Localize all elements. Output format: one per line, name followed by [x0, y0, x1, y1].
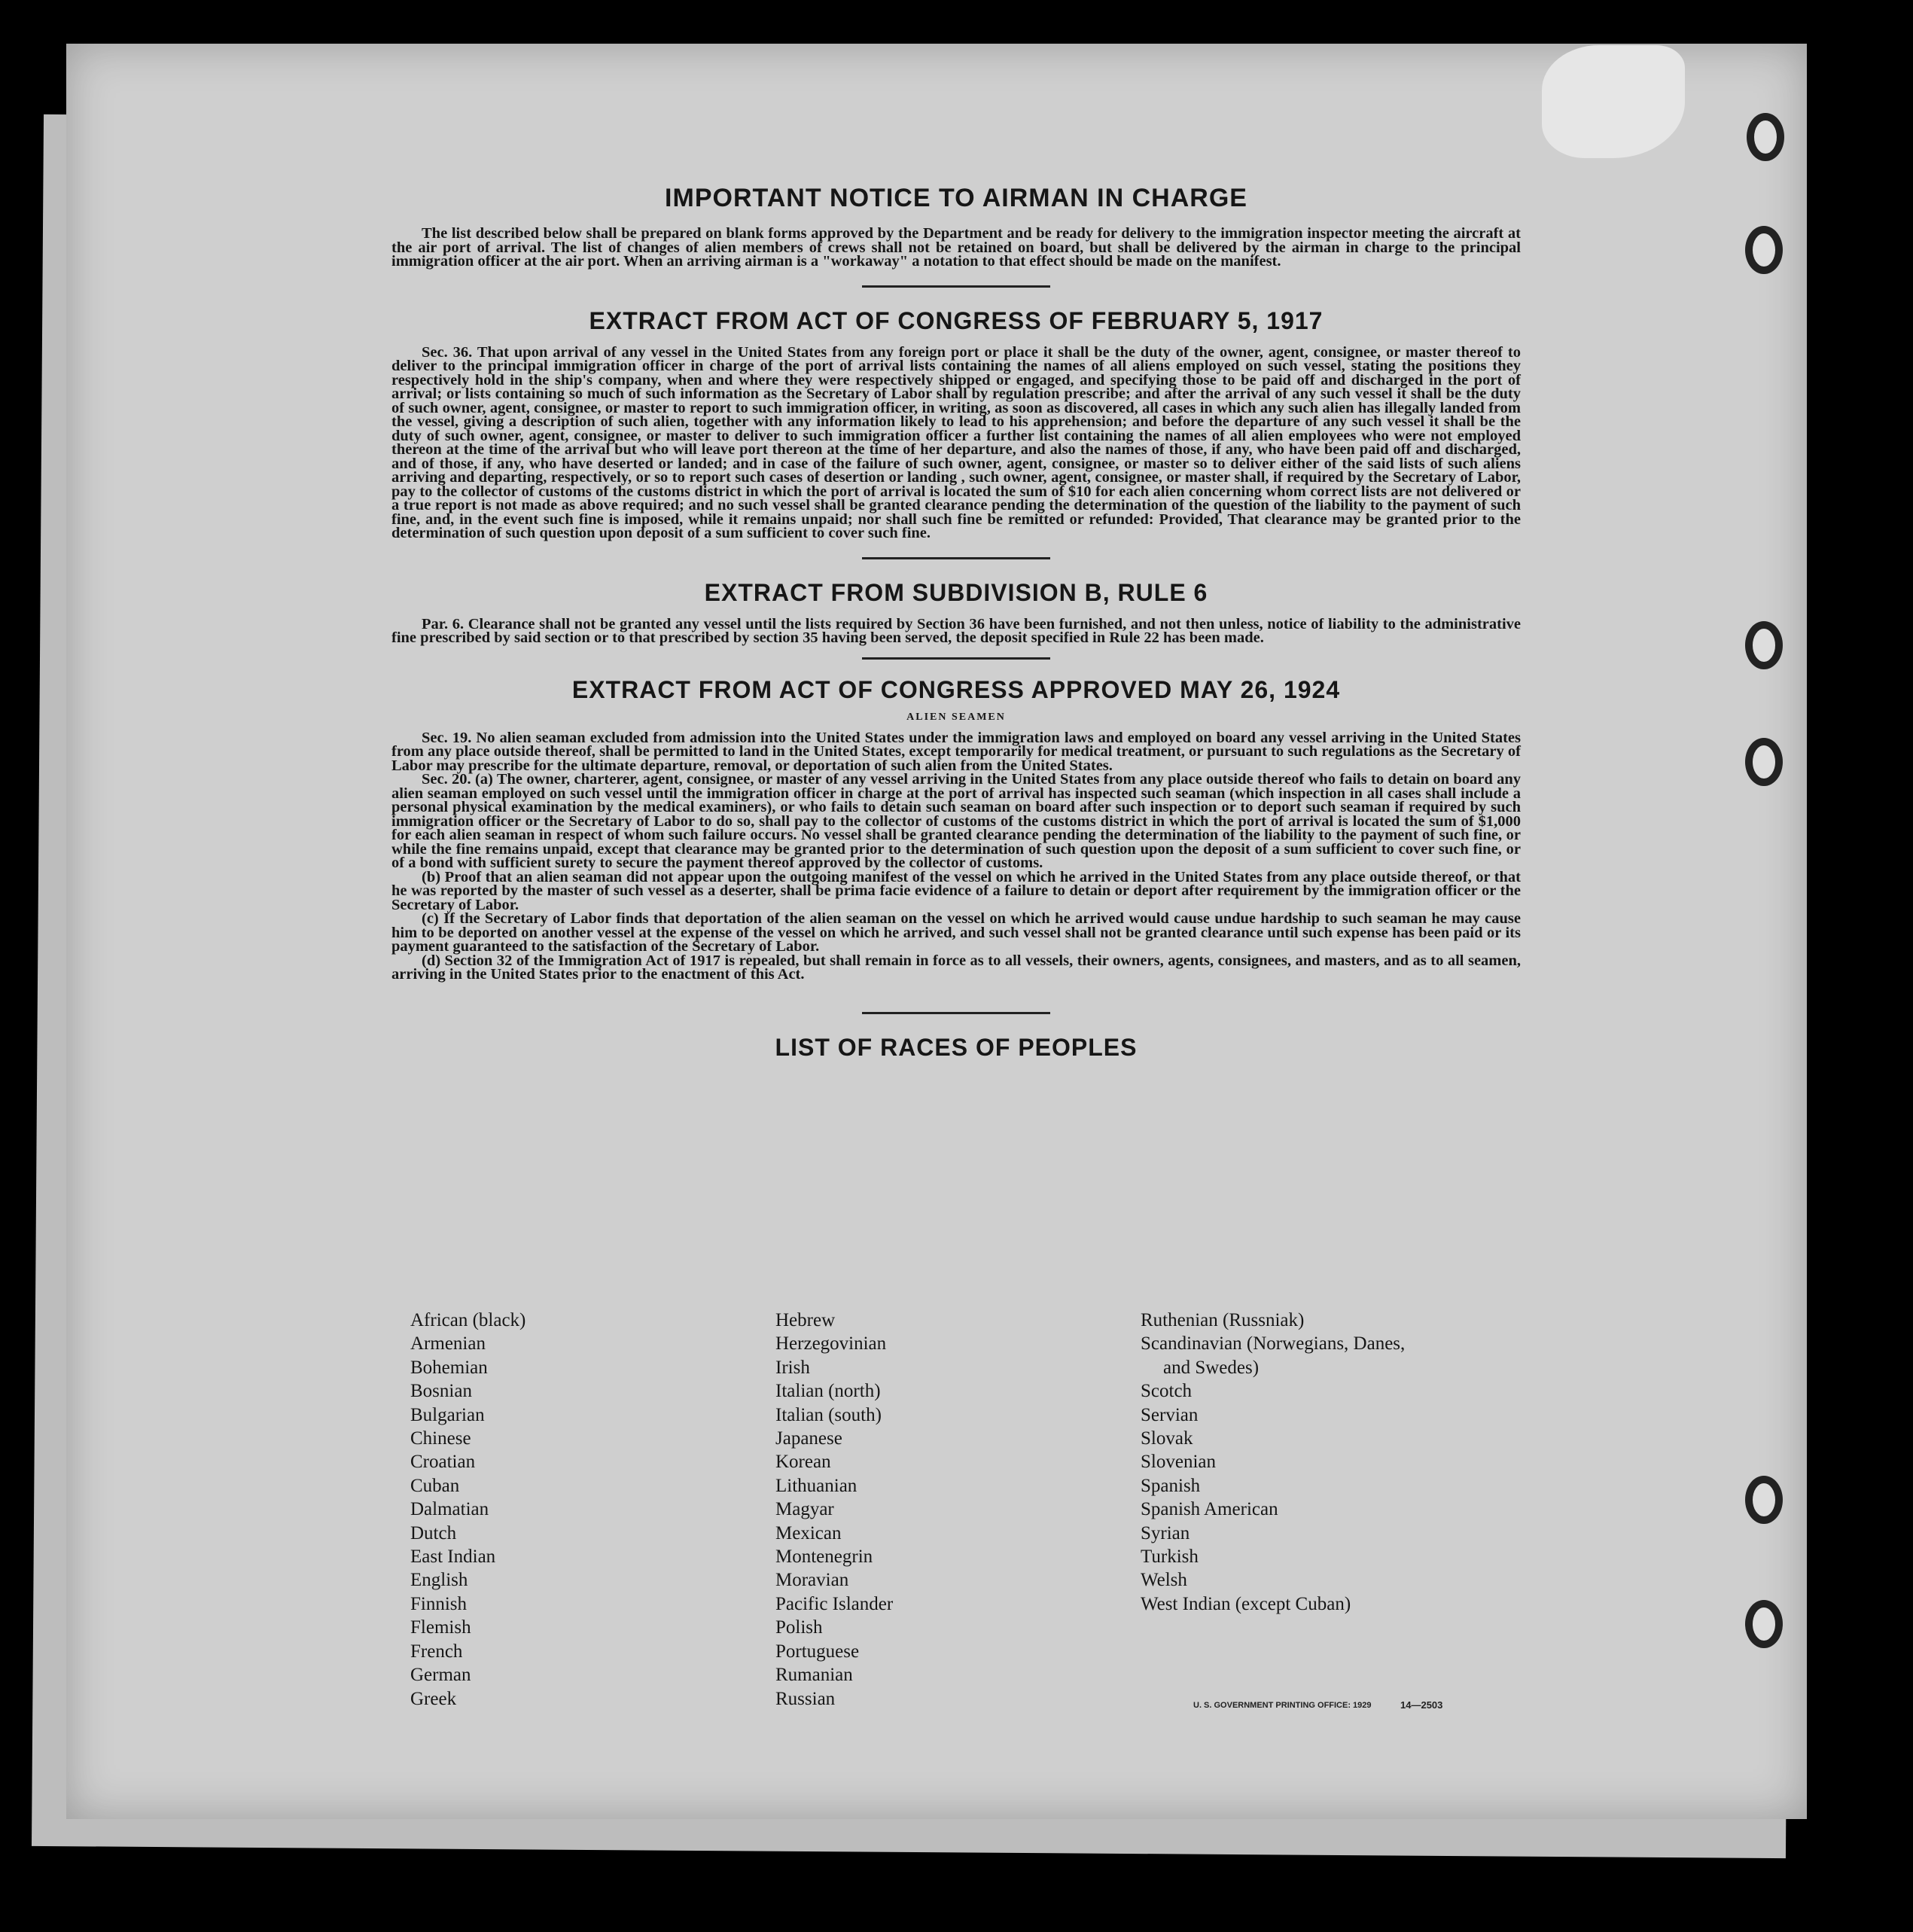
race-item: Finnish: [410, 1593, 468, 1614]
race-item: Herzegovinian: [775, 1333, 887, 1355]
form-number: 14—2503: [1400, 1699, 1443, 1711]
race-item: Russian: [775, 1688, 836, 1709]
race-item: Bulgarian: [410, 1404, 485, 1425]
race-item: Italian (south): [775, 1404, 882, 1425]
punch-hole: [1745, 738, 1783, 786]
race-item: Turkish: [1141, 1547, 1199, 1568]
race-item: Greek: [410, 1688, 457, 1709]
races-title: LIST OF RACES OF PEOPLES: [775, 1033, 1138, 1061]
punch-hole: [1745, 1476, 1783, 1524]
sec-19: Sec. 19. No alien seaman excluded from admission into the United States under the immigration laws and employed on board any vessel arriving in the United States from any place outside thereof, shall be permitted to land in the United States, except temporarily for medical treatment, or pursuant to such regulations as the Secretary of Labor may prescribe for the ultimate departure, removal, or deportation of such alien from the United States.: [391, 729, 1521, 774]
race-item: Dutch: [410, 1522, 457, 1543]
notice-body: The list described below shall be prepared on blank forms approved by the Department and be ready for delivery to the immigration inspector meeting the aircraft at the air port of arrival. The list of changes of alien members of crews shall not be retained on board, but shall be delivered by the airman in charge to the principal immigration officer at the air port. When an arriving airman is a "workaway" a notation to that effect should be made on the manifest.: [391, 225, 1521, 270]
race-item: Servian: [1141, 1404, 1199, 1425]
printer-imprint: U. S. GOVERNMENT PRINTING OFFICE: 1929: [1193, 1701, 1372, 1710]
race-item: Rumanian: [775, 1665, 853, 1686]
punch-hole: [1745, 621, 1783, 669]
race-item: Syrian: [1141, 1522, 1190, 1543]
race-item: Cuban: [410, 1475, 460, 1496]
race-item: Korean: [775, 1452, 831, 1473]
sec-20b: (b) Proof that an alien seaman did not appear upon the outgoing manifest of the vessel on which he arrived in the United States from any place outside thereof, or that he was reported by the master of such vessel as a deserter, shall be prima facie evidence of a failure to detain or deport after requirement by the immigration officer or the Secretary of Labor.: [391, 868, 1521, 913]
punch-hole: [1745, 226, 1783, 274]
divider: [862, 657, 1050, 660]
race-item: Dalmatian: [410, 1499, 489, 1520]
divider: [862, 1012, 1050, 1014]
sec-20a: Sec. 20. (a) The owner, charterer, agent, consignee, or master of any vessel arriving in the United States from any place outside thereof who fails to detain on board any alien seaman employed on such vessel until the immigration officer in charge at the port of arrival has inspected such seaman (which inspection in all cases shall include a personal physical examination by the medical examiners), or who fails to detain such seaman on board after such inspection or to deport such seaman if required by such immigration officer or the Secretary of Labor to do so, shall pay to the collector of customs of the customs district in which the port of arrival is located the sum of $1,000 for each alien seaman in respect of whom such failure occurs. No vessel shall be granted clearance pending the determination of the liability to the payment of such fine, or while the fine remains unpaid, except that clearance may be granted prior to the determination of such question upon the deposit of a sum sufficient to cover such fine, or of a bond with sufficient surety to secure the payment thereof approved by the collector of customs.: [391, 771, 1521, 871]
act-1917-title: EXTRACT FROM ACT OF CONGRESS OF FEBRUARY 5, 1917: [589, 306, 1324, 334]
act-1924-title: EXTRACT FROM ACT OF CONGRESS APPROVED MAY 26, 1924: [571, 675, 1341, 703]
race-item: Ruthenian (Russniak): [1141, 1310, 1305, 1330]
races-column-1: [410, 1309, 525, 1711]
race-item: African (black): [410, 1310, 526, 1330]
sec-20d: (d) Section 32 of the Immigration Act of 1917 is repealed, but shall remain in force as to all vessels, their owners, agents, consignees, and masters, and as to all seamen, arriving in the United States prior to the enactment of this Act.: [391, 952, 1521, 983]
divider: [862, 557, 1050, 559]
race-item: Portuguese: [775, 1641, 860, 1662]
sec-20c: (c) If the Secretary of Labor finds that deportation of the alien seaman on the vessel on which he arrived would cause undue hardship to such seaman he may cause him to be deported on another vessel at the expense of the vessel on which he arrived, and such vessel shall not be granted clearance until such expense has been paid or its payment guaranteed to the satisfaction of the Secretary of Labor.: [391, 910, 1521, 955]
race-item: Slovenian: [1141, 1452, 1216, 1473]
punch-hole: [1745, 1600, 1783, 1648]
race-item: English: [410, 1570, 468, 1591]
torn-corner: [1542, 45, 1685, 158]
race-item: Hebrew: [775, 1310, 836, 1330]
race-item: Bosnian: [410, 1381, 472, 1402]
race-item: Italian (north): [775, 1381, 881, 1402]
races-column-3: [1141, 1309, 1405, 1616]
race-item: Scandinavian (Norwegians, Danes,: [1141, 1333, 1406, 1355]
race-item: Croatian: [410, 1452, 476, 1473]
rule-6-body: Par. 6. Clearance shall not be granted any vessel until the lists required by Section 36 have been furnished, and not then unless, notice of liability to the administrative fine prescribed by said section or to that prescribed by section 35 having been served, the deposit specified in Rule 22 has been made.: [391, 615, 1521, 646]
race-item: Welsh: [1141, 1570, 1187, 1591]
race-item: Pacific Islander: [775, 1593, 894, 1614]
race-item: Chinese: [410, 1428, 471, 1449]
race-item: Irish: [775, 1357, 810, 1378]
race-item: Slovak: [1141, 1428, 1193, 1449]
punch-hole: [1747, 113, 1784, 161]
race-item: Flemish: [410, 1617, 471, 1638]
race-item: Spanish: [1141, 1475, 1201, 1496]
rule-6-title: EXTRACT FROM SUBDIVISION B, RULE 6: [704, 578, 1208, 606]
race-item: Bohemian: [410, 1357, 488, 1378]
act-1917-body: Sec. 36. That upon arrival of any vessel in the United States from any foreign port or place it shall be the duty of the owner, agent, consignee, or master thereof to deliver to the principal immigration officer in charge of the port of arrival lists containing the names of all aliens employed on such vessel, stating the positions they respectively hold in the ship's company, when and where they were respectively shipped or engaged, and specifying those to be paid off and discharged in the port of arrival; or lists containing so much of such information as the Secretary of Labor shall by regulation prescribe; and after the arrival of any such vessel it shall be the duty of such owner, agent, consignee, or master to report to such immigration officer, in writing, as soon as discovered, all cases in which any such alien has illegally landed from the vessel, giving a description of such alien, together with any information likely to lead to his apprehension; and before the departure of any such vessel it shall be the duty of such owner, agent, consignee, or master to deliver to such immigration officer a further list containing the names of all alien employees who were not employed thereon at the time of the arrival but who will leave port thereon at the time of her departure, and also the names of those, if any, who have been paid off and discharged, and of those, if any, who have deserted or landed; and in case of the failure of such owner, agent, consignee, or master so to deliver either of the said lists of such aliens arriving and departing, respectively, or so to report such cases of desertion or landing , such owner, agent, consignee, or master shall, if required by the Secretary of Labor, pay to the collector of customs of the customs district in which the port of arrival is located the sum of $10 for each alien concerning whom correct lists are not delivered or a true report is not made as above required; and no such vessel shall be granted clearance pending the determination of the question of the liability to the payment of such fine, and, in the event such fine is imposed, while it remains unpaid; nor shall such fine be remitted or refunded: Provided, That clearance may be granted prior to the determination of such question upon deposit of a sum sufficient to cover such fine.: [391, 343, 1521, 541]
race-item: Montenegrin: [775, 1547, 873, 1568]
race-item: German: [410, 1665, 471, 1686]
race-item: East Indian: [410, 1547, 496, 1568]
race-item: Japanese: [775, 1428, 842, 1449]
document-text: [391, 173, 1521, 1062]
notice-title: IMPORTANT NOTICE TO AIRMAN IN CHARGE: [665, 184, 1247, 212]
race-item: Scotch: [1141, 1381, 1193, 1402]
race-item: Mexican: [775, 1522, 842, 1543]
race-item: West Indian (except Cuban): [1141, 1593, 1351, 1614]
race-item: Magyar: [775, 1499, 834, 1520]
act-1924-subtitle: ALIEN SEAMEN: [906, 711, 1006, 723]
race-item: Moravian: [775, 1570, 849, 1591]
race-item: French: [410, 1641, 463, 1662]
race-item: and Swedes): [1163, 1357, 1260, 1378]
race-item: Polish: [775, 1617, 823, 1638]
race-item: Armenian: [410, 1333, 486, 1355]
race-item: Lithuanian: [775, 1475, 857, 1496]
race-item: Spanish American: [1141, 1499, 1278, 1520]
divider: [862, 285, 1050, 288]
races-column-2: [775, 1309, 893, 1711]
